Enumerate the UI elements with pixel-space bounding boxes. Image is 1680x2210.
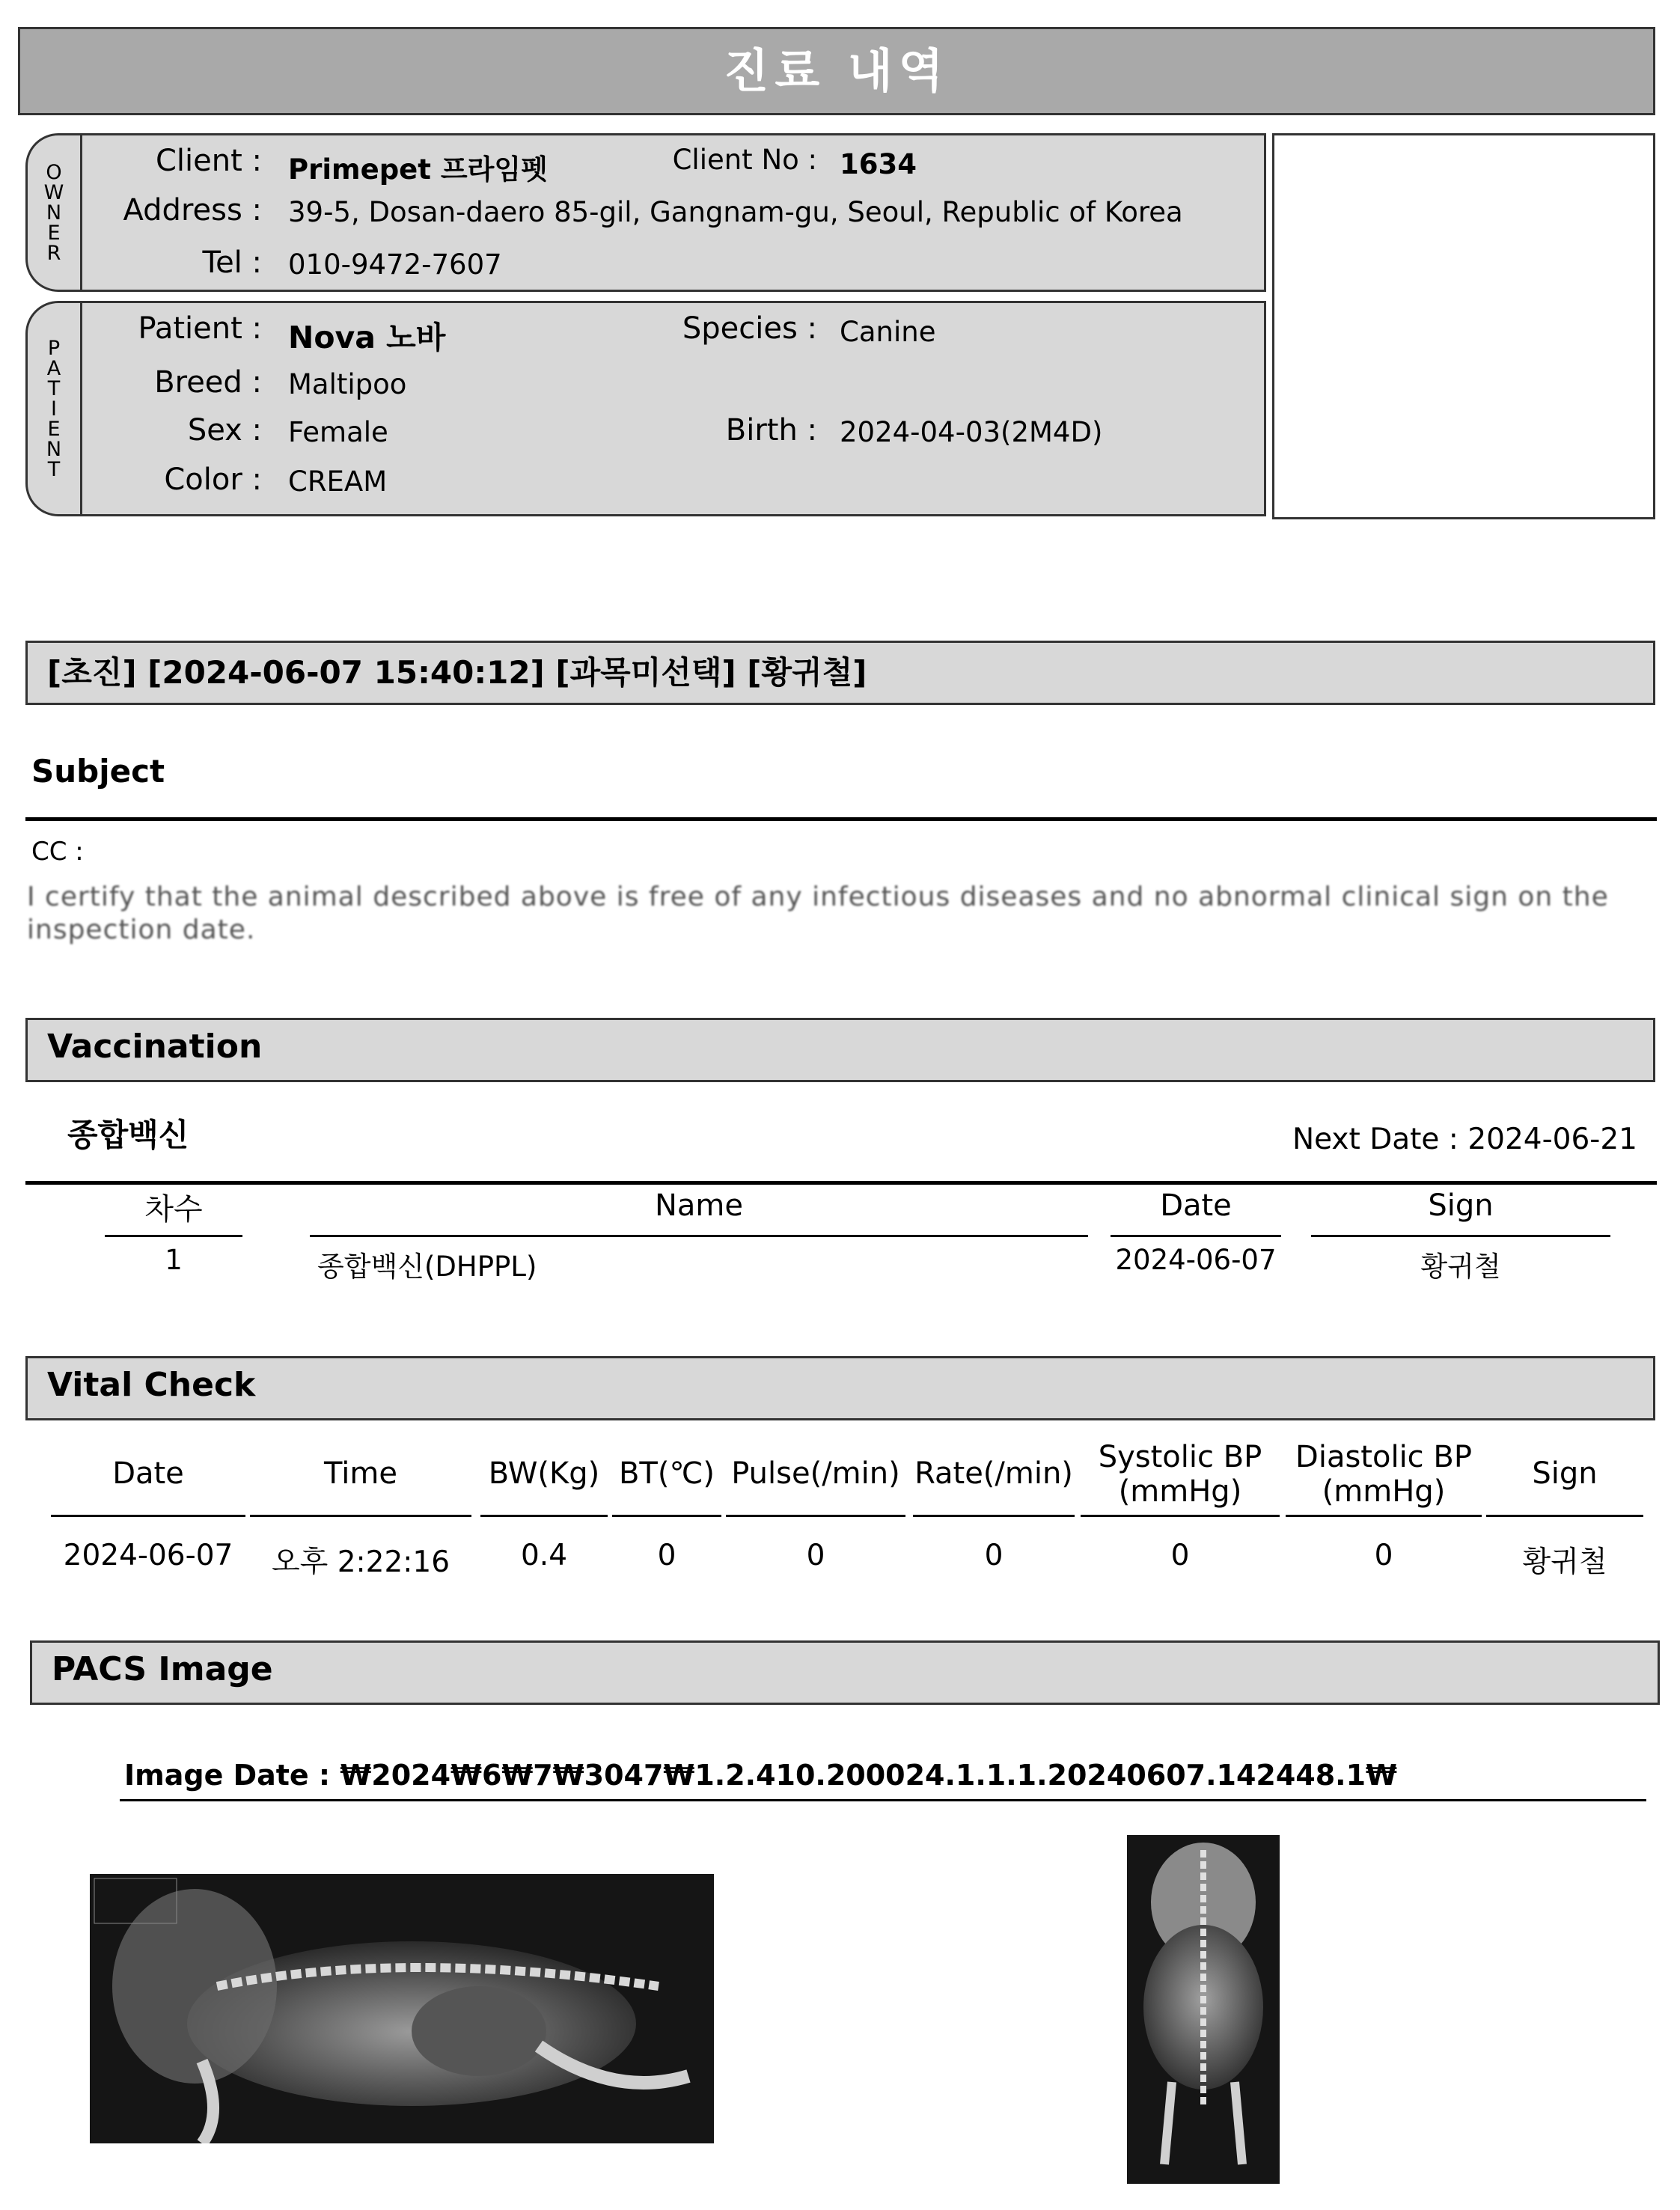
vac-cell-round: 1 [165, 1244, 183, 1276]
xray-lateral-graphic [90, 1874, 714, 2143]
visit-heading: [초진] [2024-06-07 15:40:12] [과목미선택] [황귀철] [25, 641, 1655, 705]
vac-col-date: Date [1160, 1188, 1232, 1223]
vital-col-underline [1286, 1515, 1482, 1517]
cc-text-line2: inspection date. [27, 915, 256, 945]
owner-tab-letter: R [46, 241, 61, 265]
vital-col-time: Time [324, 1456, 397, 1491]
pacs-heading: PACS Image [30, 1640, 1660, 1705]
client-label: Client : [156, 144, 262, 178]
pacs-image-date: Image Date : ₩2024₩6₩7₩3047₩1.2.410.200024.1.1.1.20240607.142448.1₩ [124, 1759, 1397, 1792]
vac-col-underline [310, 1235, 1088, 1237]
patient-tab-letter: T [47, 376, 61, 400]
vital-cell-systolic: 0 [1170, 1539, 1190, 1572]
vital-cell-date: 2024-06-07 [63, 1539, 233, 1572]
vac-col-underline [1311, 1235, 1610, 1237]
owner-tab-letter: W [43, 180, 64, 204]
vital-col-bw: BW(Kg) [488, 1456, 600, 1491]
vital-col-underline [51, 1515, 245, 1517]
patient-label: Patient : [138, 311, 262, 346]
vital-col-rate: Rate(/min) [914, 1456, 1073, 1491]
birth-value: 2024-04-03(2M4D) [840, 416, 1103, 448]
address-value: 39-5, Dosan-daero 85-gil, Gangnam-gu, Seoul, Republic of Korea [288, 196, 1183, 228]
vital-cell-bw: 0.4 [520, 1539, 568, 1572]
sex-label: Sex : [187, 413, 262, 448]
species-value: Canine [840, 316, 936, 348]
page-title: 진료 내역 [18, 27, 1655, 115]
birth-label: Birth : [725, 413, 817, 448]
color-label: Color : [164, 463, 262, 497]
vital-col-underline [612, 1515, 721, 1517]
patient-tab-letter: I [51, 397, 57, 421]
owner-tab-letter: O [46, 160, 62, 184]
vac-cell-name: 종합백신(DHPPL) [317, 1251, 537, 1283]
xray-lateral-image[interactable] [90, 1874, 714, 2143]
patient-tab-letter: N [46, 437, 62, 461]
vital-cell-pulse: 0 [806, 1539, 825, 1572]
patient-tab-letter: P [47, 336, 61, 360]
subject-heading: Subject [31, 753, 165, 790]
vital-col-underline [1081, 1515, 1280, 1517]
vital-col-date: Date [112, 1456, 184, 1491]
vital-cell-time: 오후 2:22:16 [271, 1545, 450, 1579]
sex-value: Female [288, 416, 388, 448]
cc-label: CC : [31, 837, 84, 867]
vac-col-round: 차수 [144, 1192, 203, 1227]
vital-cell-bt: 0 [657, 1539, 676, 1572]
xray-vd-image[interactable] [1127, 1835, 1280, 2184]
vital-col-diastolic: Diastolic BP (mmHg) [1295, 1440, 1472, 1509]
vital-col-underline [726, 1515, 905, 1517]
vital-cell-diastolic: 0 [1374, 1539, 1393, 1572]
vac-col-name: Name [654, 1188, 743, 1223]
tel-value: 010-9472-7607 [288, 248, 502, 281]
pacs-divider [120, 1799, 1646, 1801]
client-no-value: 1634 [840, 148, 917, 180]
vac-col-underline [1111, 1235, 1281, 1237]
address-label: Address : [123, 193, 262, 228]
owner-tab-letter: E [47, 221, 61, 245]
vital-col-sign: Sign [1532, 1456, 1598, 1491]
breed-value: Maltipoo [288, 368, 407, 400]
xray-vd-graphic [1127, 1835, 1280, 2184]
vital-col-underline [250, 1515, 471, 1517]
vital-col-systolic: Systolic BP (mmHg) [1098, 1440, 1262, 1509]
vaccination-divider [25, 1181, 1657, 1185]
patient-tab [25, 301, 82, 516]
vaccination-heading: Vaccination [25, 1018, 1655, 1082]
client-no-label: Client No : [672, 144, 817, 176]
owner-tab [25, 133, 82, 292]
patient-photo-frame [1272, 133, 1655, 519]
subject-divider [25, 817, 1657, 821]
vital-col-underline [480, 1515, 608, 1517]
vac-col-sign: Sign [1428, 1188, 1494, 1223]
cc-text-line1: I certify that the animal described above is free of any infectious diseases and no abnormal clinical sign on the [27, 882, 1609, 912]
vital-cell-rate: 0 [984, 1539, 1004, 1572]
vital-cell-sign: 황귀철 [1522, 1545, 1607, 1579]
owner-tab-letter: N [46, 201, 62, 225]
vital-check-heading: Vital Check [25, 1356, 1655, 1420]
client-value: Primepet 프라임펫 [288, 153, 548, 186]
color-value: CREAM [288, 465, 388, 498]
vital-col-underline [913, 1515, 1075, 1517]
patient-tab-letter: A [46, 356, 61, 380]
vac-cell-date: 2024-06-07 [1115, 1244, 1277, 1276]
vital-col-pulse: Pulse(/min) [731, 1456, 900, 1491]
patient-tab-letter: T [47, 457, 61, 481]
next-vaccination-date: Next Date : 2024-06-21 [1292, 1123, 1637, 1156]
breed-label: Breed : [154, 365, 262, 400]
vac-col-underline [105, 1235, 242, 1237]
tel-label: Tel : [202, 245, 262, 280]
vac-cell-sign: 황귀철 [1420, 1251, 1501, 1283]
patient-tab-letter: E [47, 417, 61, 441]
vital-col-underline [1486, 1515, 1643, 1517]
vaccine-group-name: 종합백신 [67, 1117, 189, 1153]
species-label: Species : [682, 311, 817, 346]
patient-value: Nova 노바 [288, 320, 446, 355]
vital-col-bt: BT(℃) [618, 1456, 715, 1491]
